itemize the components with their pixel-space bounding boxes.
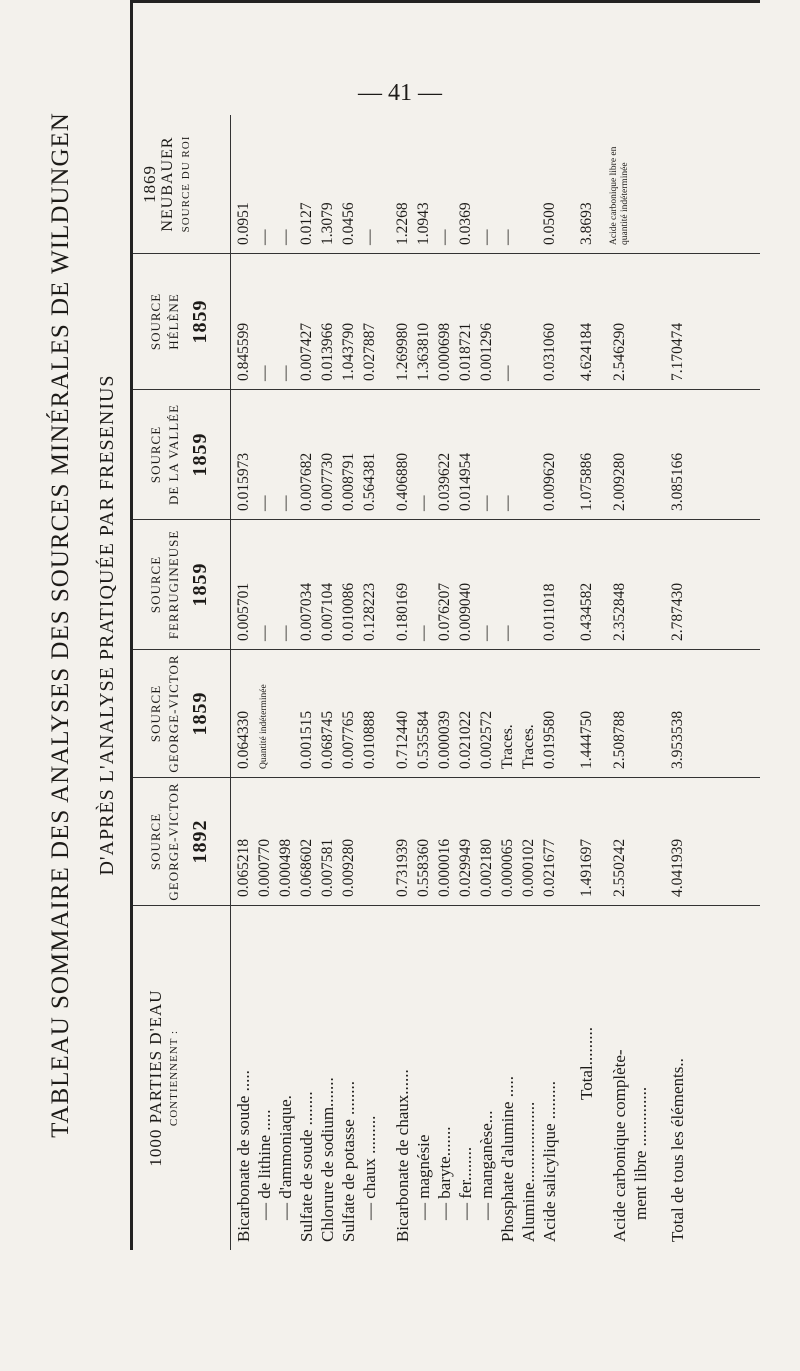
cell-total: 4.624184 [578, 322, 595, 381]
row-label-total: Total......... [577, 1027, 596, 1100]
row-label: — fer........ [456, 1146, 475, 1220]
cell: 0.000039 [436, 710, 453, 769]
cell-total: 0.434582 [578, 582, 595, 641]
cell: 1.2268 [394, 202, 411, 245]
row-label: Acide carbonique complète- [610, 1049, 629, 1242]
header-year: 1859 [189, 562, 211, 607]
cell: 0.180169 [394, 582, 411, 641]
cell: 0.013966 [319, 322, 336, 381]
cell: 0.564381 [361, 452, 378, 511]
cell: 0.007034 [298, 582, 315, 641]
cell: 0.065218 [235, 838, 252, 897]
cell-grand-total: 7.170474 [669, 322, 686, 381]
cell: 0.128223 [361, 582, 378, 641]
column-helene-1859: SOURCE HÉLÈNE 1859 0.845599 — — 0.007427 0.013966 1.043790 0.027887 1.269980 1.363810 0.000698 0.018721 0.001296 — 0.031060 4.624184 2.546290 7.170474 [133, 253, 760, 389]
cell: 0.009280 [340, 838, 357, 897]
cell: 0.0127 [298, 202, 315, 245]
cell: 0.076207 [436, 582, 453, 641]
cell: 0.018721 [457, 322, 474, 381]
cell: 2.550242 [611, 838, 628, 897]
header-year: 1859 [189, 691, 211, 736]
column-george-victor-1859 [133, 649, 760, 777]
cell: 0.005701 [235, 582, 252, 641]
cell: 1.269980 [394, 322, 411, 381]
column-header [133, 778, 231, 905]
row-label: Alumine................... [519, 1101, 538, 1242]
header-source: SOURCE [148, 684, 163, 743]
cell: 0.000770 [256, 838, 273, 897]
cell: 0.068745 [319, 710, 336, 769]
cell: 0.0500 [541, 202, 558, 245]
cell: 0.000102 [520, 838, 537, 897]
cell: 0.0369 [457, 202, 474, 245]
header-year: 1892 [189, 819, 211, 864]
cell: 1.3079 [319, 202, 336, 245]
row-label: Phosphate d'alumine ..... [498, 1076, 517, 1242]
cell: 0.009620 [541, 452, 558, 511]
cell: 0.535584 [415, 710, 432, 769]
cell: 2.546290 [611, 322, 628, 381]
cell: 0.068602 [298, 838, 315, 897]
cell: 1.363810 [415, 322, 432, 381]
header-source-name: GEORGE-VICTOR [166, 782, 181, 901]
row-label: — chaux ......... [360, 1115, 379, 1220]
header-year: 1859 [189, 299, 211, 344]
row-label: — d'ammoniaque. [276, 1095, 295, 1220]
cell: 0.845599 [235, 322, 252, 381]
cell-grand-total: 3.953538 [669, 710, 686, 769]
cell: 0.712440 [394, 710, 411, 769]
column-header [133, 115, 231, 253]
row-label-grand-total: Total de tous les éléments.. [668, 1058, 687, 1242]
header-source-name: HÉLÈNE [166, 293, 181, 350]
header-source-name: FERRUGINEUSE [166, 529, 181, 640]
row-label: — de lithine ..... [255, 1109, 274, 1220]
header-source: SOURCE DU ROI [180, 135, 192, 233]
cell: 0.007682 [298, 452, 315, 511]
cell-grand-total: 2.787430 [669, 582, 686, 641]
cell: 0.039622 [436, 452, 453, 511]
cell: 0.000698 [436, 322, 453, 381]
cell: 0.002572 [478, 710, 495, 769]
cell [359, 778, 380, 905]
cell: 2.009280 [611, 452, 628, 511]
cell: 0.064330 [235, 710, 252, 769]
column-vallee-1859: SOURCE DE LA VALLÉE 1859 0.015973 — — 0.007682 0.007730 0.008791 0.564381 0.406880 — 0.039622 0.014954 — — 0.009620 1.075886 2.009280 3.085166 [133, 389, 760, 519]
header-source: SOURCE [148, 425, 163, 484]
row-label: Bicarbonate de soude ..... [234, 1070, 253, 1242]
row-label: ment libre .............. [631, 1086, 650, 1220]
cell: 0.000498 [277, 838, 294, 897]
cell: 0.001515 [298, 710, 315, 769]
page-number: — 41 — [358, 80, 442, 106]
cell-total: 1.075886 [578, 452, 595, 511]
cell: 0.008791 [340, 452, 357, 511]
header-source: SOURCE [148, 555, 163, 614]
cell: 1.0943 [415, 202, 432, 245]
cell: Traces. [520, 724, 537, 769]
row-label: — magnésie [414, 1134, 433, 1220]
cell: 0.406880 [394, 452, 411, 511]
cell-total: 3.8693 [578, 202, 595, 245]
row-label: Sulfate de potasse ........ [339, 1081, 358, 1242]
row-label: Acide salicylique ......... [540, 1081, 559, 1242]
row-label: — manganèse... [477, 1110, 496, 1220]
cell: 0.007765 [340, 710, 357, 769]
column-header [133, 390, 231, 519]
label-header [133, 906, 231, 1250]
label-column [133, 905, 760, 1250]
cell-total: 1.444750 [578, 710, 595, 769]
cell: 0.000016 [436, 838, 453, 897]
cell: 0.007730 [319, 452, 336, 511]
cell: 0.029949 [457, 838, 474, 897]
cell: 0.014954 [457, 452, 474, 511]
cell: 0.007104 [319, 582, 336, 641]
cell: 0.009040 [457, 582, 474, 641]
label-header-line1: 1000 PARTIES D'EAU [146, 989, 165, 1167]
header-source-name: DE LA VALLÉE [166, 403, 181, 506]
column-header [133, 650, 231, 777]
analysis-table [130, 0, 760, 1250]
row-label: Sulfate de soude ........ [297, 1091, 316, 1242]
cell: 0.731939 [394, 838, 411, 897]
cell: 1.043790 [340, 322, 357, 381]
cell: 0.0456 [340, 202, 357, 245]
header-year: 1859 [189, 432, 211, 477]
column-source-du-roi-1869: 1869 NEUBAUER SOURCE DU ROI 0.0951 — — 0.0127 1.3079 0.0456 — 1.2268 1.0943 — 0.0369 — — 0.0500 3.8693 Acide carbonique libre en quantité indéterminée [133, 115, 760, 253]
cell: 0.019580 [541, 710, 558, 769]
row-label: Chlorure de sodium....... [318, 1077, 337, 1242]
table-title: TABLEAU SOMMAIRE DES ANALYSES DES SOURCES MINÉRALES DE WILDUNGEN [47, 112, 74, 1138]
cell-total: 1.491697 [578, 838, 595, 897]
column-header [133, 520, 231, 649]
cell: 2.352848 [611, 582, 628, 641]
cell: 0.021022 [457, 710, 474, 769]
header-source-name: GEORGE-VICTOR [166, 654, 181, 773]
cell: 0.010888 [361, 710, 378, 769]
cell: 2.508788 [611, 710, 628, 769]
table-subtitle: D'APRÈS L'ANALYSE PRATIQUÉE PAR FRESENIUS [96, 374, 118, 876]
cell: 0.001296 [478, 322, 495, 381]
header-year: 1869 [140, 165, 159, 203]
cell: 0.558360 [415, 838, 432, 897]
cell: 0.021677 [541, 838, 558, 897]
cell: 0.027887 [361, 322, 378, 381]
cell: 0.000065 [499, 838, 516, 897]
cell-note: Acide carbonique libre en quantité indéterminée [609, 146, 630, 245]
header-source: SOURCE [148, 292, 163, 351]
cell-grand-total: 4.041939 [669, 838, 686, 897]
row-label: — baryte....... [435, 1126, 454, 1220]
label-header-line2: CONTIENNENT : [168, 1029, 180, 1127]
header-source: SOURCE [148, 812, 163, 871]
row-label: Bicarbonate de chaux...... [393, 1069, 412, 1242]
column-george-victor-1892 [133, 777, 760, 905]
cell: 0.011018 [541, 583, 558, 641]
cell: 0.007427 [298, 322, 315, 381]
cell: 0.007581 [319, 838, 336, 897]
cell: 0.015973 [235, 452, 252, 511]
column-ferrugineuse-1859: SOURCE FERRUGINEUSE 1859 0.005701 — — 0.007034 0.007104 0.010086 0.128223 0.180169 — 0.076207 0.009040 — — 0.011018 0.434582 2.352848 2.787430 [133, 519, 760, 649]
cell: 0.010086 [340, 582, 357, 641]
column-header [133, 254, 231, 389]
cell: 0.031060 [541, 322, 558, 381]
header-source-name: NEUBAUER [159, 136, 176, 232]
table-sheet [40, 0, 760, 1250]
cell: 0.002180 [478, 838, 495, 897]
cell: 0.0951 [235, 202, 252, 245]
cell: Traces. [499, 724, 516, 769]
cell-grand-total: 3.085166 [669, 452, 686, 511]
cell-note: Quantité indéterminée [259, 684, 269, 769]
